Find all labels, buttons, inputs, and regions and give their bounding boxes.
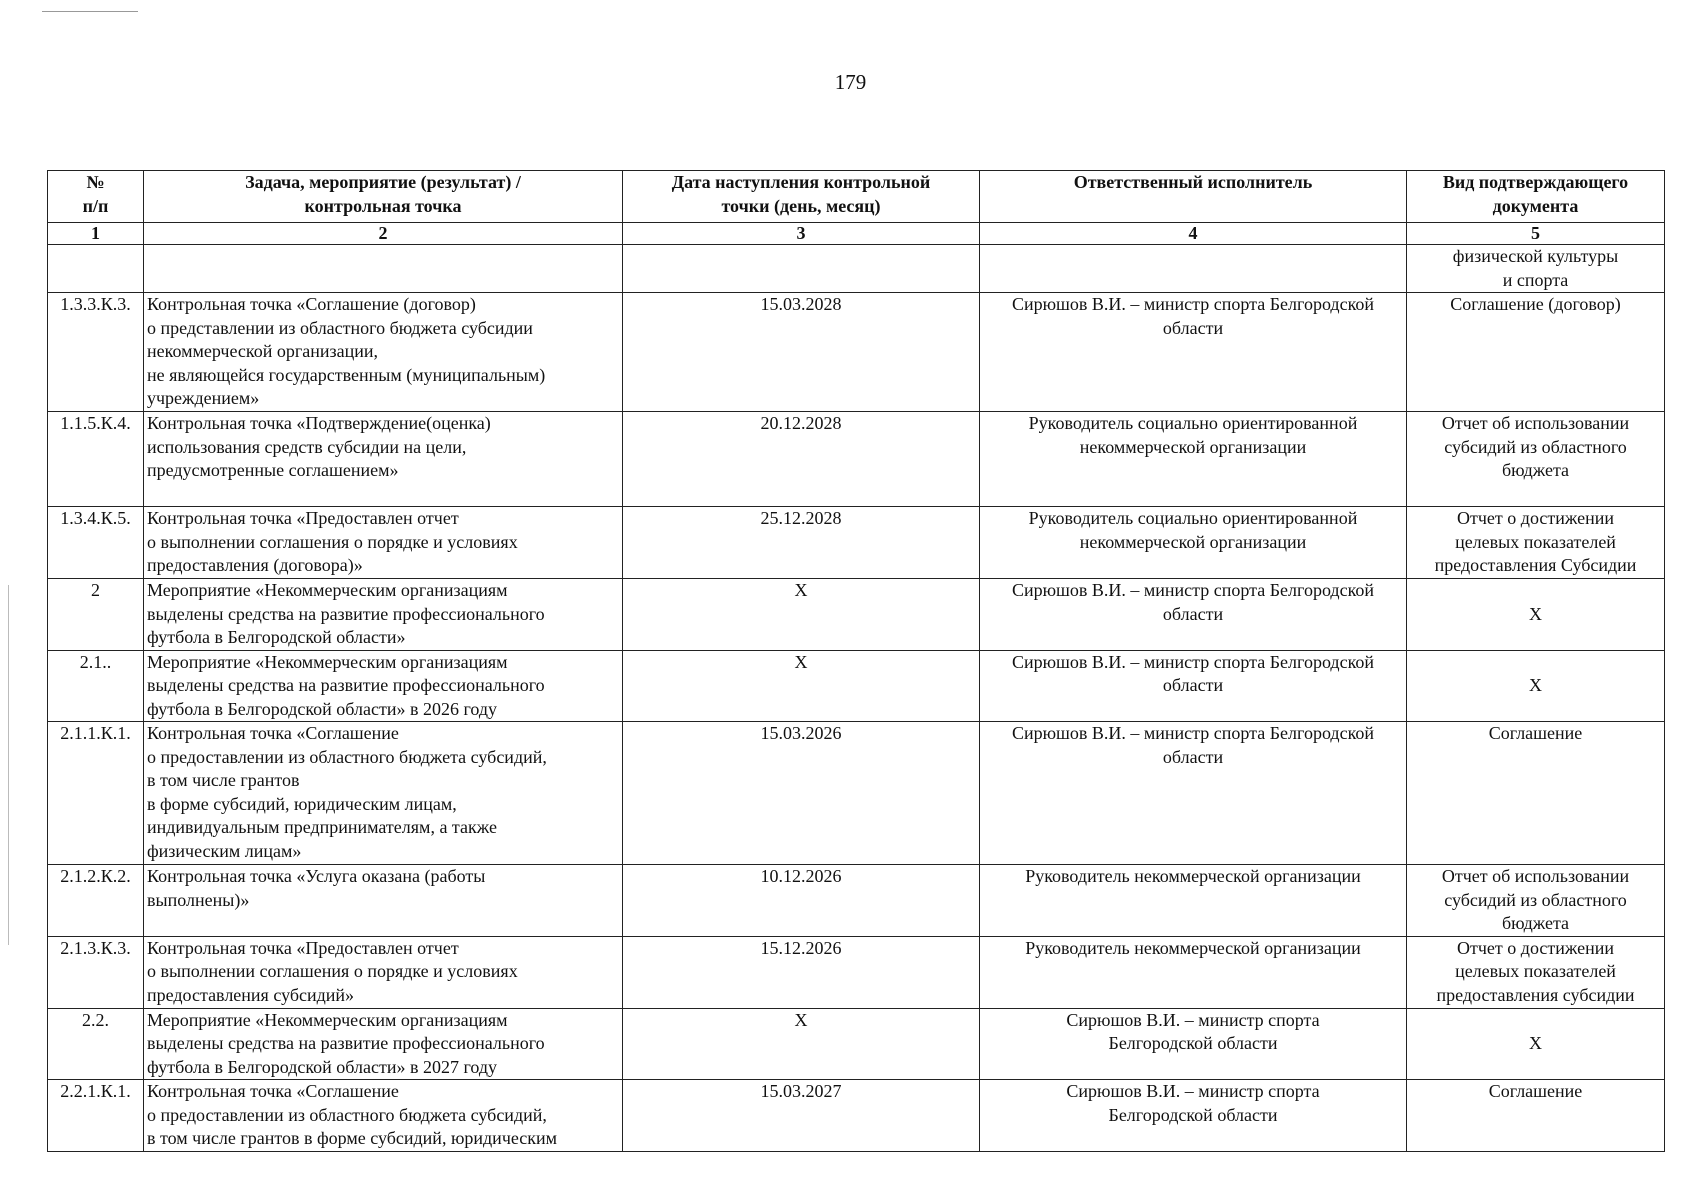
row-document: Отчет о достижении целевых показателей предоставления субсидии [1407,936,1665,1008]
row-date: 15.03.2028 [623,293,980,412]
row-number: 2.2.1.К.1. [48,1080,144,1152]
header-date: Дата наступления контрольной точки (день, месяц) [623,171,980,223]
row-document: Отчет об использовании субсидий из областного бюджета [1407,412,1665,507]
row-number: 1.1.5.К.4. [48,412,144,507]
header-executor: Ответственный исполнитель [980,171,1407,223]
row-number: 2.2. [48,1008,144,1080]
row-number [48,245,144,293]
row-task: Мероприятие «Некоммерческим организациям выделены средства на развитие профессионального футбола в Белгородской области» в 2027 году [144,1008,623,1080]
table-row [48,936,1665,1008]
table-header-row [48,171,1665,223]
row-task: Контрольная точка «Предоставлен отчет о выполнении соглашения о порядке и условиях предоставления (договора)» [144,507,623,579]
table-row [48,865,1665,937]
header-document: Вид подтверждающего документа [1407,171,1665,223]
row-number: 1.3.3.К.3. [48,293,144,412]
row-executor: Руководитель социально ориентированной некоммерческой организации [980,412,1407,507]
row-executor: Сирюшов В.И. – министр спорта Белгородской области [980,579,1407,651]
row-document: физической культуры и спорта [1407,245,1665,293]
row-executor: Сирюшов В.И. – министр спорта Белгородской области [980,1008,1407,1080]
column-numbers-row [48,223,1665,245]
column-number: 1 [48,223,144,245]
row-executor: Сирюшов В.И. – министр спорта Белгородской области [980,650,1407,722]
row-executor: Сирюшов В.И. – министр спорта Белгородской области [980,722,1407,865]
row-date: Х [623,650,980,722]
table-row [48,507,1665,579]
table-row [48,579,1665,651]
corner-rule [42,11,138,12]
row-number: 2 [48,579,144,651]
row-date: 10.12.2026 [623,865,980,937]
row-number: 1.3.4.К.5. [48,507,144,579]
row-date [623,245,980,293]
column-number: 4 [980,223,1407,245]
scan-edge-mark [8,585,9,945]
row-task: Контрольная точка «Подтверждение(оценка) использования средств субсидии на цели, предусмотренные соглашением» [144,412,623,507]
column-number: 5 [1407,223,1665,245]
row-document: Х [1407,1008,1665,1080]
row-executor [980,245,1407,293]
column-number: 3 [623,223,980,245]
row-executor: Сирюшов В.И. – министр спорта Белгородской области [980,293,1407,412]
row-number: 2.1.. [48,650,144,722]
row-task: Контрольная точка «Соглашение о предоставлении из областного бюджета субсидий, в том числе грантов в форме субсидий, юридическим [144,1080,623,1152]
row-task: Контрольная точка «Соглашение (договор) о представлении из областного бюджета субсидии некоммерческой организации, не являющейся государственным (муниципальным) учреждением» [144,293,623,412]
row-executor: Сирюшов В.И. – министр спорта Белгородской области [980,1080,1407,1152]
table-row [48,722,1665,865]
control-points-table [47,170,1665,1152]
row-task: Контрольная точка «Услуга оказана (работы выполнены)» [144,865,623,937]
row-executor: Руководитель некоммерческой организации [980,936,1407,1008]
header-number: № п/п [48,171,144,223]
row-document: Соглашение [1407,722,1665,865]
row-document: Отчет об использовании субсидий из областного бюджета [1407,865,1665,937]
row-number: 2.1.3.К.3. [48,936,144,1008]
table-row [48,650,1665,722]
row-date: 25.12.2028 [623,507,980,579]
table-row [48,1008,1665,1080]
row-date: 15.03.2027 [623,1080,980,1152]
header-task: Задача, мероприятие (результат) / контрольная точка [144,171,623,223]
row-number: 2.1.1.К.1. [48,722,144,865]
row-document: Отчет о достижении целевых показателей предоставления Субсидии [1407,507,1665,579]
table-row [48,293,1665,412]
row-executor: Руководитель социально ориентированной некоммерческой организации [980,507,1407,579]
row-date: 20.12.2028 [623,412,980,507]
row-date: Х [623,579,980,651]
row-document: Х [1407,650,1665,722]
table-row [48,245,1665,293]
row-task: Контрольная точка «Предоставлен отчет о выполнении соглашения о порядке и условиях предоставления субсидий» [144,936,623,1008]
row-number: 2.1.2.К.2. [48,865,144,937]
row-document: Х [1407,579,1665,651]
row-date: 15.03.2026 [623,722,980,865]
row-document: Соглашение [1407,1080,1665,1152]
row-executor: Руководитель некоммерческой организации [980,865,1407,937]
row-task: Контрольная точка «Соглашение о предоставлении из областного бюджета субсидий, в том числе грантов в форме субсидий, юридическим лицам, индивидуальным предпринимателям, а также физическим лицам» [144,722,623,865]
table-row [48,1080,1665,1152]
row-document: Соглашение (договор) [1407,293,1665,412]
row-date: 15.12.2026 [623,936,980,1008]
page-number: 179 [834,70,867,94]
row-task: Мероприятие «Некоммерческим организациям выделены средства на развитие профессионального футбола в Белгородской области» [144,579,623,651]
column-number: 2 [144,223,623,245]
row-task [144,245,623,293]
row-date: Х [623,1008,980,1080]
row-task: Мероприятие «Некоммерческим организациям выделены средства на развитие профессионального футбола в Белгородской области» в 2026 году [144,650,623,722]
table-row [48,412,1665,507]
